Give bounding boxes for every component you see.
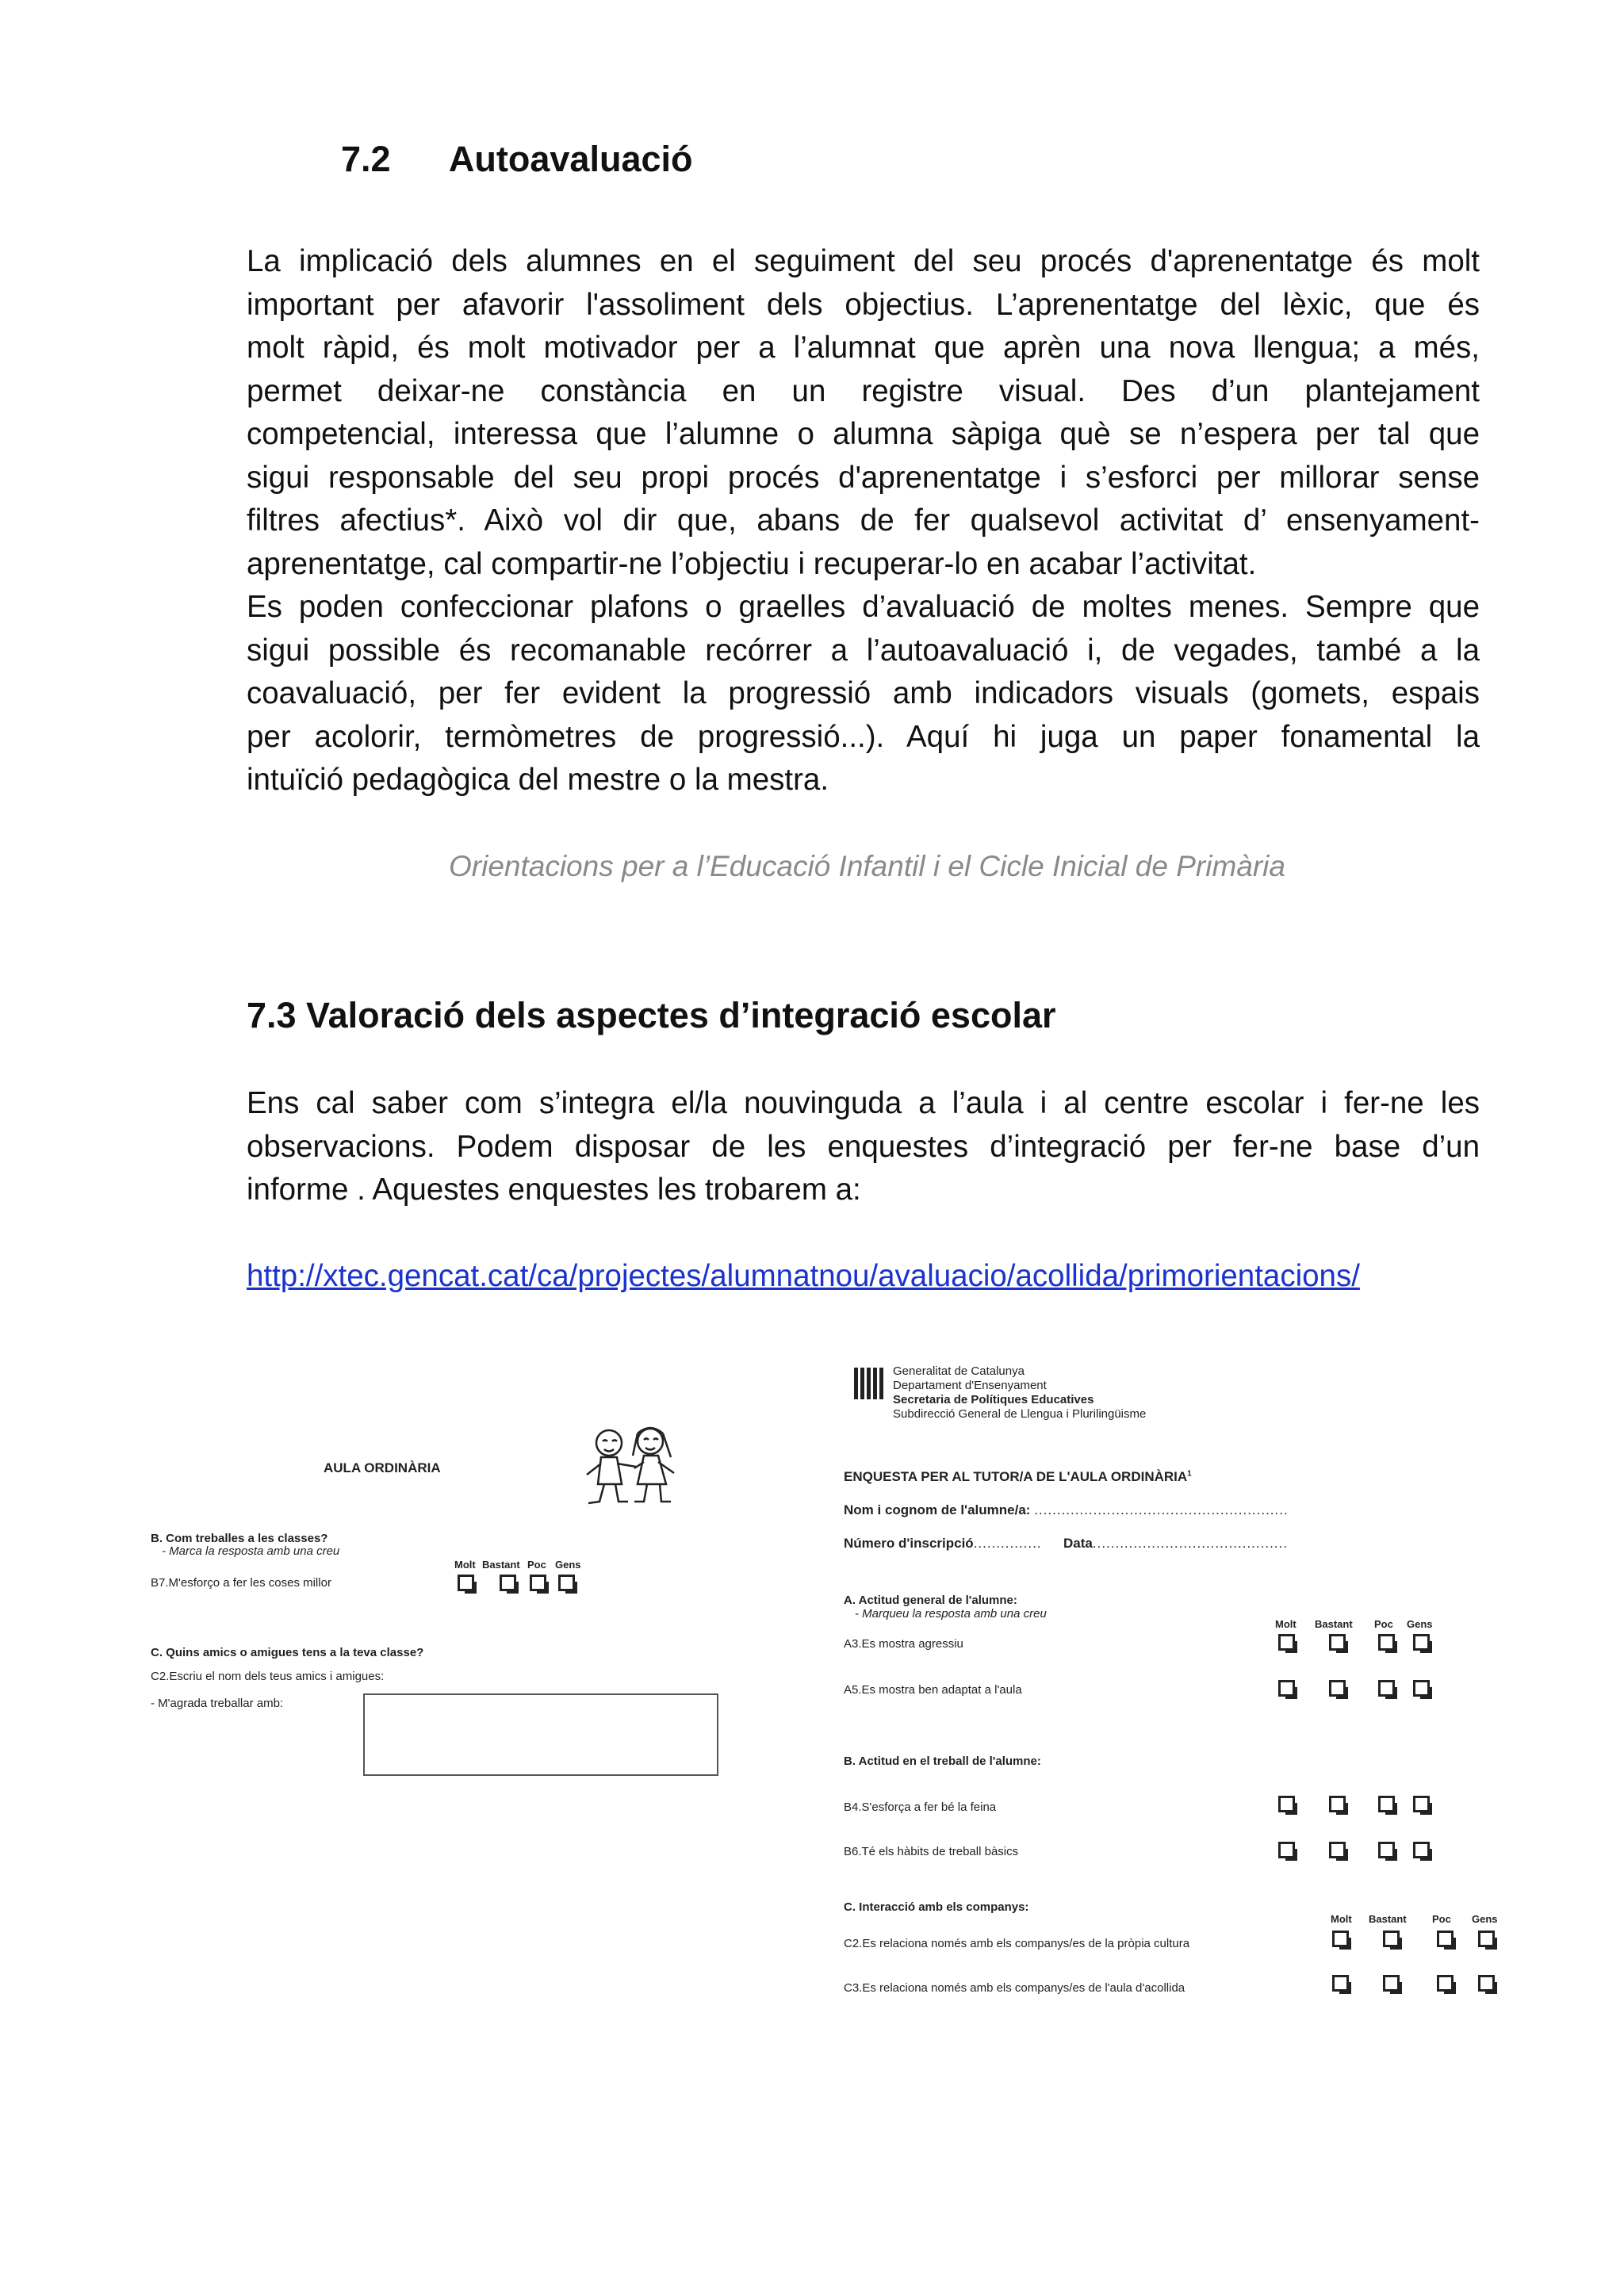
scale-bastant: Bastant bbox=[1369, 1913, 1407, 1925]
name-label: Nom i cognom de l'alumne/a: bbox=[844, 1502, 1031, 1517]
paragraph-line: informe . Aquestes enquestes les trobarem a: bbox=[247, 1173, 861, 1207]
date-label: Data bbox=[1063, 1536, 1093, 1551]
scale-gens: Gens bbox=[1407, 1618, 1433, 1630]
checkbox[interactable] bbox=[1478, 1931, 1495, 1947]
paragraph-line: coavaluació, per fer evident la progressió amb indicadors visuals (gomets, espais bbox=[247, 676, 1480, 710]
generalitat-logo-icon bbox=[852, 1366, 885, 1401]
item-a5: A5.Es mostra ben adaptat a l'aula bbox=[844, 1683, 1022, 1697]
checkbox[interactable] bbox=[558, 1575, 575, 1591]
checkbox[interactable] bbox=[1378, 1796, 1395, 1812]
section-7-3-body bbox=[247, 1082, 1480, 1212]
paragraph-line: intuïció pedagògica del mestre o la mestra. bbox=[247, 763, 829, 797]
checkbox[interactable] bbox=[1413, 1796, 1430, 1812]
paragraph-line: competencial, interessa que l’alumne o alumna sàpiga què se n’espera per tal que bbox=[247, 417, 1480, 451]
section-b-note: - Marca la resposta amb una creu bbox=[162, 1544, 340, 1558]
section-b-heading: B. Com treballes a les classes? bbox=[151, 1532, 328, 1545]
form-title-text: ENQUESTA PER AL TUTOR/A DE L'AULA ORDINÀRIA bbox=[844, 1469, 1188, 1484]
form-title: AULA ORDINÀRIA bbox=[324, 1460, 441, 1475]
item-c2: C2.Es relaciona només amb els companys/es de la pròpia cultura bbox=[844, 1937, 1190, 1950]
paragraph-line: sigui responsable del seu propi procés d'aprenentatge i s’esforci per millorar sense bbox=[247, 460, 1480, 495]
form-title bbox=[844, 1469, 1192, 1485]
checkbox[interactable] bbox=[1413, 1634, 1430, 1651]
checkbox[interactable] bbox=[1378, 1680, 1395, 1697]
checkbox[interactable] bbox=[1329, 1796, 1346, 1812]
number-label: Número d'inscripció bbox=[844, 1536, 974, 1551]
paragraph-line: molt ràpid, és molt motivador per a l’alumnat que aprèn una nova llengua; a més, bbox=[247, 331, 1480, 365]
answer-textbox[interactable] bbox=[363, 1693, 718, 1776]
citation: Orientacions per a l’Educació Infantil i el Cicle Inicial de Primària bbox=[449, 850, 1285, 882]
number-blank[interactable]: ............... bbox=[973, 1536, 1042, 1551]
checkbox[interactable] bbox=[1478, 1975, 1495, 1992]
item-c2: C2.Escriu el nom dels teus amics i amigues: bbox=[151, 1670, 385, 1683]
section-b-heading: B. Actitud en el treball de l'alumne: bbox=[844, 1755, 1041, 1768]
checkbox[interactable] bbox=[1278, 1680, 1295, 1697]
checkbox[interactable] bbox=[1332, 1975, 1349, 1992]
scale-gens: Gens bbox=[1472, 1913, 1498, 1925]
org-line: Secretaria de Polítiques Educatives bbox=[893, 1393, 1094, 1406]
section-7-2-body bbox=[247, 240, 1480, 802]
org-line: Subdirecció General de Llengua i Plurilingüisme bbox=[893, 1407, 1147, 1421]
checkbox[interactable] bbox=[500, 1575, 516, 1591]
form-aula-ordinaria bbox=[151, 1419, 737, 1831]
name-blank[interactable]: ........................................................ bbox=[1034, 1502, 1289, 1517]
section-7-3-heading: 7.3 Valoració dels aspectes d’integració escolar bbox=[247, 995, 1056, 1035]
scale-bastant: Bastant bbox=[1315, 1618, 1353, 1630]
checkbox[interactable] bbox=[1413, 1680, 1430, 1697]
paragraph-line: sigui possible és recomanable recórrer a l’autoavaluació i, de vegades, també a la bbox=[247, 633, 1480, 668]
item-b4: B4.S'esforça a fer bé la feina bbox=[844, 1800, 997, 1814]
checkbox[interactable] bbox=[1378, 1634, 1395, 1651]
checkbox[interactable] bbox=[1383, 1931, 1400, 1947]
checkbox[interactable] bbox=[1383, 1975, 1400, 1992]
section-title: Autoavaluació bbox=[448, 139, 693, 179]
checkbox[interactable] bbox=[1437, 1931, 1454, 1947]
org-line: Departament d'Ensenyament bbox=[893, 1379, 1047, 1392]
scale-molt: Molt bbox=[1275, 1618, 1297, 1630]
section-number: 7.2 bbox=[341, 139, 391, 179]
item-b6: B6.Té els hàbits de treball bàsics bbox=[844, 1845, 1019, 1858]
checkbox[interactable] bbox=[1278, 1634, 1295, 1651]
paragraph-line: important per afavorir l'assoliment dels objectius. L’aprenentatge del lèxic, que és bbox=[247, 287, 1480, 322]
paragraph-line: La implicació dels alumnes en el seguiment del seu procés d'aprenentatge és molt bbox=[247, 244, 1480, 278]
paragraph-line: observacions. Podem disposar de les enquestes d’integració per fer-ne base d’un bbox=[247, 1129, 1480, 1164]
section-c-heading: C. Quins amics o amigues tens a la teva classe? bbox=[151, 1646, 424, 1659]
checkbox[interactable] bbox=[1329, 1680, 1346, 1697]
section-c-heading: C. Interacció amb els companys: bbox=[844, 1900, 1029, 1914]
section-7-2-heading bbox=[341, 139, 693, 180]
checkbox[interactable] bbox=[1413, 1842, 1430, 1858]
scale-poc: Poc bbox=[1374, 1618, 1393, 1630]
scale-molt: Molt bbox=[454, 1559, 476, 1571]
children-drawing-icon bbox=[571, 1425, 690, 1509]
name-field bbox=[844, 1502, 1289, 1518]
item-a3: A3.Es mostra agressiu bbox=[844, 1637, 963, 1651]
paragraph-line: per acolorir, termòmetres de progressió...). Aquí hi juga un paper fonamental la bbox=[247, 719, 1480, 754]
date-blank[interactable]: ........................................... bbox=[1092, 1536, 1288, 1551]
scale-poc: Poc bbox=[1432, 1913, 1451, 1925]
checkbox[interactable] bbox=[1332, 1931, 1349, 1947]
checkbox[interactable] bbox=[458, 1575, 474, 1591]
checkbox[interactable] bbox=[1278, 1796, 1295, 1812]
section-a-heading: A. Actitud general de l'alumne: bbox=[844, 1594, 1017, 1607]
survey-link[interactable]: http://xtec.gencat.cat/ca/projectes/alumnatnou/avaluacio/acollida/primorientacions/ bbox=[247, 1259, 1360, 1293]
scale-poc: Poc bbox=[527, 1559, 546, 1571]
checkbox[interactable] bbox=[1437, 1975, 1454, 1992]
paragraph-line: Es poden confeccionar plafons o graelles d’avaluació de moltes menes. Sempre que bbox=[247, 590, 1480, 624]
checkbox[interactable] bbox=[1278, 1842, 1295, 1858]
item-b7: B7.M'esforço a fer les coses millor bbox=[151, 1576, 331, 1590]
checkbox[interactable] bbox=[530, 1575, 546, 1591]
scale-gens: Gens bbox=[555, 1559, 581, 1571]
item-c2-sub: - M'agrada treballar amb: bbox=[151, 1697, 284, 1710]
number-field bbox=[844, 1536, 1288, 1552]
scale-molt: Molt bbox=[1331, 1913, 1352, 1925]
scale-bastant: Bastant bbox=[482, 1559, 520, 1571]
org-line: Generalitat de Catalunya bbox=[893, 1364, 1025, 1378]
form-enquesta-tutor bbox=[841, 1352, 1538, 2081]
section-a-note: - Marqueu la resposta amb una creu bbox=[855, 1607, 1047, 1621]
paragraph-line: aprenentatge, cal compartir-ne l’objectiu i recuperar-lo en acabar l’activitat. bbox=[247, 546, 1257, 581]
item-c3: C3.Es relaciona només amb els companys/es de l'aula d'acollida bbox=[844, 1981, 1185, 1995]
checkbox[interactable] bbox=[1329, 1842, 1346, 1858]
checkbox[interactable] bbox=[1329, 1634, 1346, 1651]
footnote-mark: 1 bbox=[1187, 1469, 1192, 1479]
paragraph-line: permet deixar-ne constància en un registre visual. Des d’un plantejament bbox=[247, 373, 1480, 408]
paragraph-line: filtres afectius*. Això vol dir que, abans de fer qualsevol activitat d’ ensenyament- bbox=[247, 503, 1480, 538]
checkbox[interactable] bbox=[1378, 1842, 1395, 1858]
paragraph-line: Ens cal saber com s’integra el/la nouvinguda a l’aula i al centre escolar i fer-ne les bbox=[247, 1086, 1480, 1120]
